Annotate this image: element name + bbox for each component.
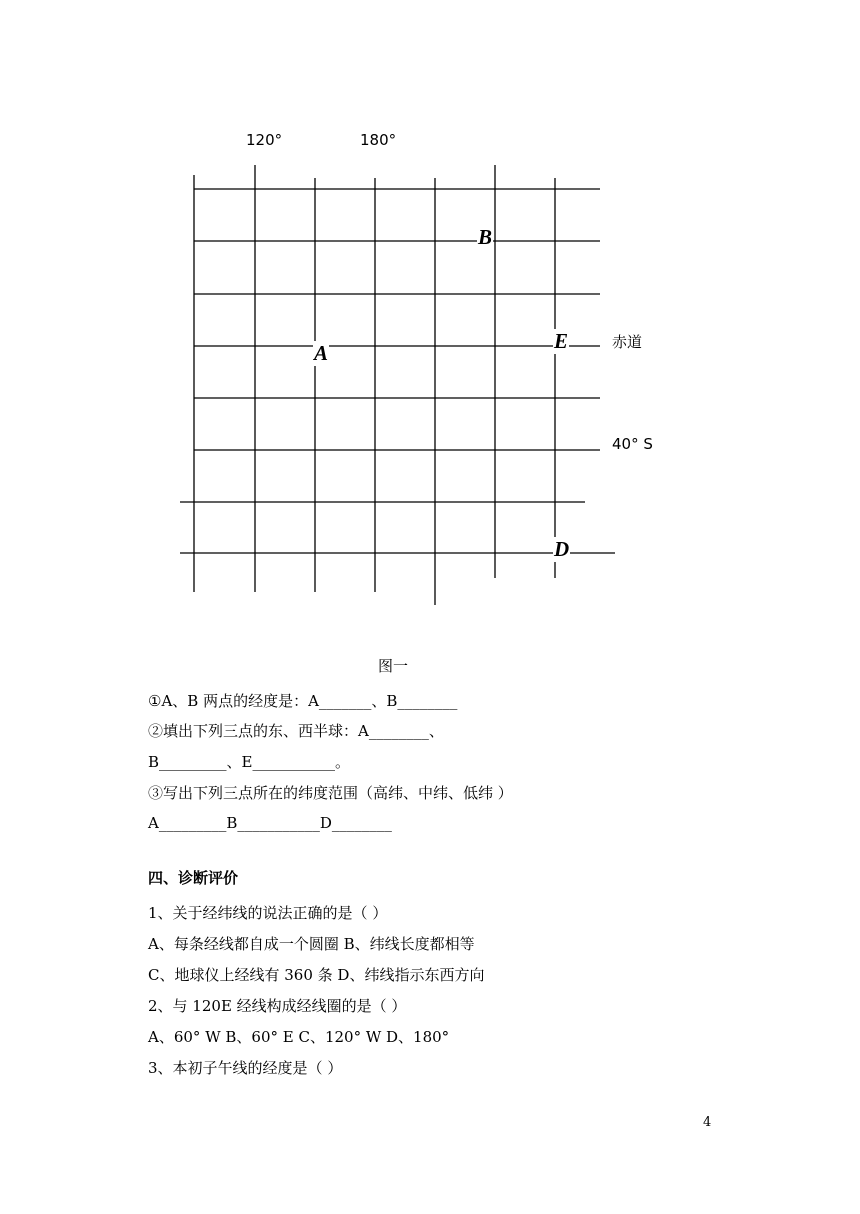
point-b: B [478,225,493,249]
q3-stem: 3、本初子午线的经度是（ ） [148,1059,343,1077]
latitude-40s-label: 40° S [612,435,653,453]
figure-caption: 图一 [378,657,409,675]
q1-stem: 1、关于经纬线的说法正确的是（ ） [148,904,388,922]
point-d: D [554,537,570,561]
point-e: E [554,329,569,353]
point-a: A [314,341,329,365]
question-hemisphere-cont: B_________、E___________。 [148,753,350,771]
q2-options: A、60° W B、60° E C、120° W D、180° [148,1028,450,1046]
page-number: 4 [703,1115,712,1130]
q1-options-ab: A、每条经线都自成一个圆圈 B、纬线长度都相等 [148,935,475,953]
question-hemisphere: ②填出下列三点的东、西半球：A________、 [148,722,444,740]
longitude-label-120: 120° [246,131,283,149]
question-latitude-blanks: A_________B___________D________ [148,814,392,832]
q2-stem: 2、与 120E 经线构成经线圈的是（ ） [148,997,407,1015]
question-longitude: ①A、B 两点的经度是：A_______、B________ [148,692,458,710]
section-title: 四、诊断评价 [148,869,239,887]
question-latitude-range: ③写出下列三点所在的纬度范围（高纬、中纬、低纬 ） [148,784,513,802]
equator-label: 赤道 [612,333,643,351]
longitude-label-180: 180° [360,131,397,149]
q1-options-cd: C、地球仪上经线有 360 条 D、纬线指示东西方向 [148,966,485,984]
